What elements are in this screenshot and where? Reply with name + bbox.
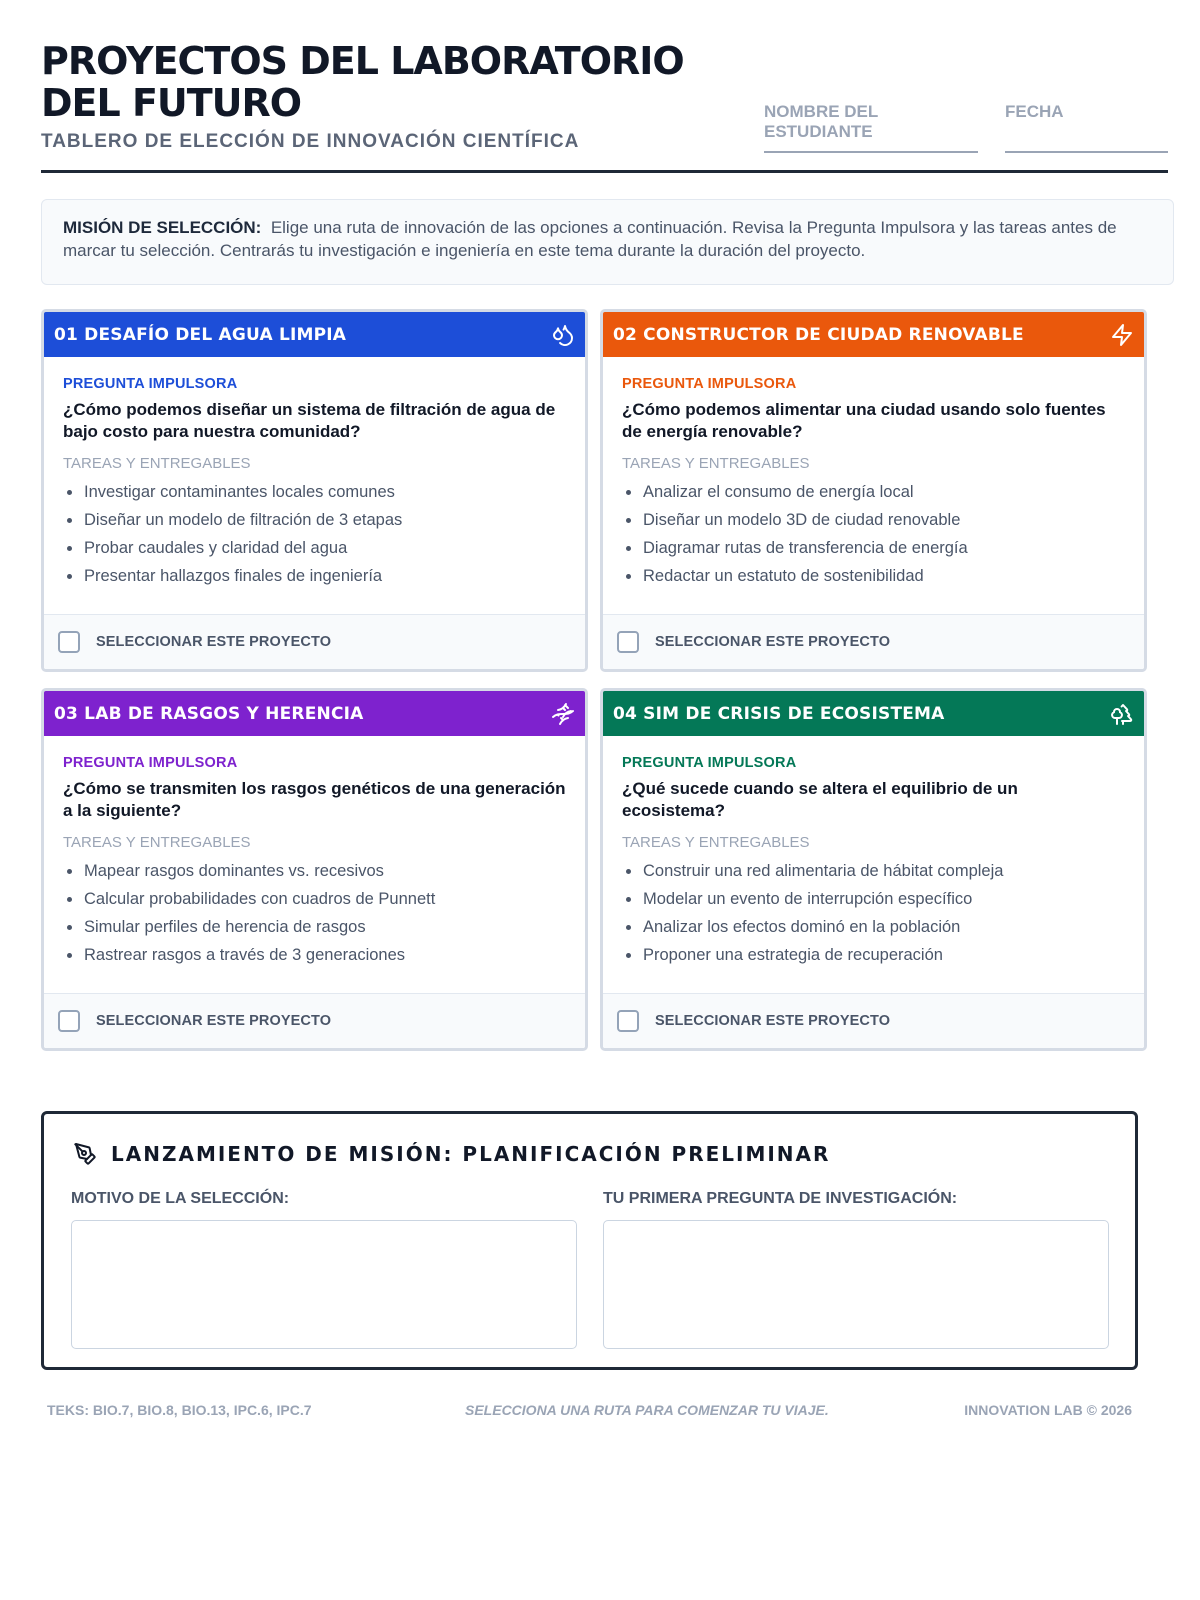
- tasks-list: [622, 857, 1125, 969]
- select-project-label: SELECCIONAR ESTE PROYECTO: [655, 1013, 891, 1029]
- select-project-checkbox[interactable]: [617, 1010, 639, 1032]
- driving-question-label: PREGUNTA IMPULSORA: [63, 376, 238, 392]
- reason-textbox[interactable]: [71, 1220, 577, 1349]
- task-item: • Mapear rasgos dominantes vs. recesivos: [83, 857, 566, 885]
- student-name-label: NOMBRE DEL ESTUDIANTE: [764, 102, 878, 141]
- task-item: • Diseñar un modelo 3D de ciudad renovable: [642, 506, 1125, 534]
- mission-launch-box: [41, 1111, 1138, 1370]
- select-project-checkbox[interactable]: [58, 1010, 80, 1032]
- tasks-list: [63, 857, 566, 969]
- reason-section: [71, 1190, 577, 1349]
- title-line-1: PROYECTOS DEL LABORATORIO: [41, 39, 684, 83]
- copyright-text: INNOVATION LAB © 2026: [964, 1402, 1132, 1418]
- card-title: 02 CONSTRUCTOR DE CIUDAD RENOVABLE: [613, 324, 1024, 345]
- select-project-label: SELECCIONAR ESTE PROYECTO: [655, 634, 891, 650]
- launch-title: [73, 1142, 830, 1166]
- task-item: • Calcular probabilidades con cuadros de Punnett: [83, 885, 566, 913]
- launch-title-text: LANZAMIENTO DE MISIÓN: PLANIFICACIÓN PRELIMINAR: [111, 1142, 831, 1166]
- lightning-icon: [1110, 323, 1134, 347]
- reason-label: MOTIVO DE LA SELECCIÓN:: [71, 1190, 290, 1207]
- tasks-label: TAREAS Y ENTREGABLES: [63, 455, 251, 472]
- task-item: • Presentar hallazgos finales de ingeniería: [83, 562, 566, 590]
- project-card-renewable-city: [600, 309, 1147, 672]
- driving-question: ¿Cómo podemos alimentar una ciudad usando solo fuentes de energía renovable?: [622, 400, 1106, 441]
- page-footer: [47, 1402, 1132, 1418]
- driving-question: ¿Cómo se transmiten los rasgos genéticos de una generación a la siguiente?: [63, 779, 566, 820]
- driving-question: ¿Cómo podemos diseñar un sistema de filtración de agua de bajo costo para nuestra comunidad?: [63, 400, 556, 441]
- project-card-ecosystem-sim: [600, 688, 1147, 1051]
- task-item: • Diagramar rutas de transferencia de energía: [642, 534, 1125, 562]
- date-line: [1005, 151, 1168, 153]
- select-project-checkbox[interactable]: [58, 631, 80, 653]
- tasks-list: [63, 478, 566, 590]
- task-item: • Simular perfiles de herencia de rasgos: [83, 913, 566, 941]
- project-card-clean-water: [41, 309, 588, 672]
- trees-icon: [1110, 702, 1134, 726]
- task-item: • Analizar el consumo de energía local: [642, 478, 1125, 506]
- card-title: 03 LAB DE RASGOS Y HERENCIA: [54, 703, 364, 724]
- task-item: • Analizar los efectos dominó en la población: [642, 913, 1125, 941]
- page-header: [41, 36, 1168, 173]
- tasks-label: TAREAS Y ENTREGABLES: [63, 834, 251, 851]
- card-title: 01 DESAFÍO DEL AGUA LIMPIA: [54, 324, 347, 345]
- driving-question-label: PREGUNTA IMPULSORA: [63, 755, 238, 771]
- task-item: • Modelar un evento de interrupción específico: [642, 885, 1125, 913]
- card-footer: [44, 993, 585, 1048]
- card-footer: [603, 993, 1144, 1048]
- task-item: • Proponer una estrategia de recuperación: [642, 941, 1125, 969]
- student-name-field[interactable]: [764, 102, 978, 142]
- card-header: [603, 691, 1144, 736]
- card-title: 04 SIM DE CRISIS DE ECOSISTEMA: [613, 703, 945, 724]
- card-footer: [44, 614, 585, 669]
- card-header: [603, 312, 1144, 357]
- title-line-2: DEL FUTURO: [41, 81, 302, 125]
- card-header: [44, 691, 585, 736]
- card-footer: [603, 614, 1144, 669]
- select-project-checkbox[interactable]: [617, 631, 639, 653]
- project-card-heredity-lab: [41, 688, 588, 1051]
- date-field[interactable]: [1005, 102, 1168, 122]
- tasks-label: TAREAS Y ENTREGABLES: [622, 834, 810, 851]
- page-subtitle: TABLERO DE ELECCIÓN DE INNOVACIÓN CIENTÍFICA: [41, 131, 580, 152]
- task-item: • Investigar contaminantes locales comunes: [83, 478, 566, 506]
- driving-question: ¿Qué sucede cuando se altera el equilibrio de un ecosistema?: [622, 779, 1018, 820]
- footer-tagline: SELECCIONA UNA RUTA PARA COMENZAR TU VIAJE.: [465, 1402, 829, 1418]
- select-project-label: SELECCIONAR ESTE PROYECTO: [96, 1013, 332, 1029]
- task-item: • Rastrear rasgos a través de 3 generaciones: [83, 941, 566, 969]
- mission-text: Elige una ruta de innovación de las opciones a continuación. Revisa la Pregunta Impulsora y las tareas antes de marcar tu selección. Centrarás tu investigación e ingeniería en este tema durante la duración del proyecto.: [63, 218, 1117, 260]
- page-title: [41, 40, 761, 124]
- mission-label: MISIÓN DE SELECCIÓN:: [63, 218, 262, 237]
- task-item: • Redactar un estatuto de sostenibilidad: [642, 562, 1125, 590]
- tasks-label: TAREAS Y ENTREGABLES: [622, 455, 810, 472]
- student-name-line: [764, 151, 978, 153]
- driving-question-label: PREGUNTA IMPULSORA: [622, 755, 797, 771]
- task-item: • Construir una red alimentaria de hábitat compleja: [642, 857, 1125, 885]
- mission-box: [41, 199, 1174, 285]
- date-label: FECHA: [1005, 102, 1064, 121]
- select-project-label: SELECCIONAR ESTE PROYECTO: [96, 634, 332, 650]
- dna-icon: [551, 702, 575, 726]
- task-item: • Probar caudales y claridad del agua: [83, 534, 566, 562]
- choice-board-page: [41, 36, 1168, 1418]
- driving-question-label: PREGUNTA IMPULSORA: [622, 376, 797, 392]
- tasks-list: [622, 478, 1125, 590]
- first-question-textbox[interactable]: [603, 1220, 1109, 1349]
- standards-text: TEKS: BIO.7, BIO.8, BIO.13, IPC.6, IPC.7: [47, 1402, 312, 1418]
- first-question-section: [603, 1190, 1109, 1349]
- droplets-icon: [551, 323, 575, 347]
- card-header: [44, 312, 585, 357]
- first-question-label: TU PRIMERA PREGUNTA DE INVESTIGACIÓN:: [603, 1190, 958, 1207]
- pen-tool-icon: [73, 1142, 97, 1166]
- task-item: • Diseñar un modelo de filtración de 3 etapas: [83, 506, 566, 534]
